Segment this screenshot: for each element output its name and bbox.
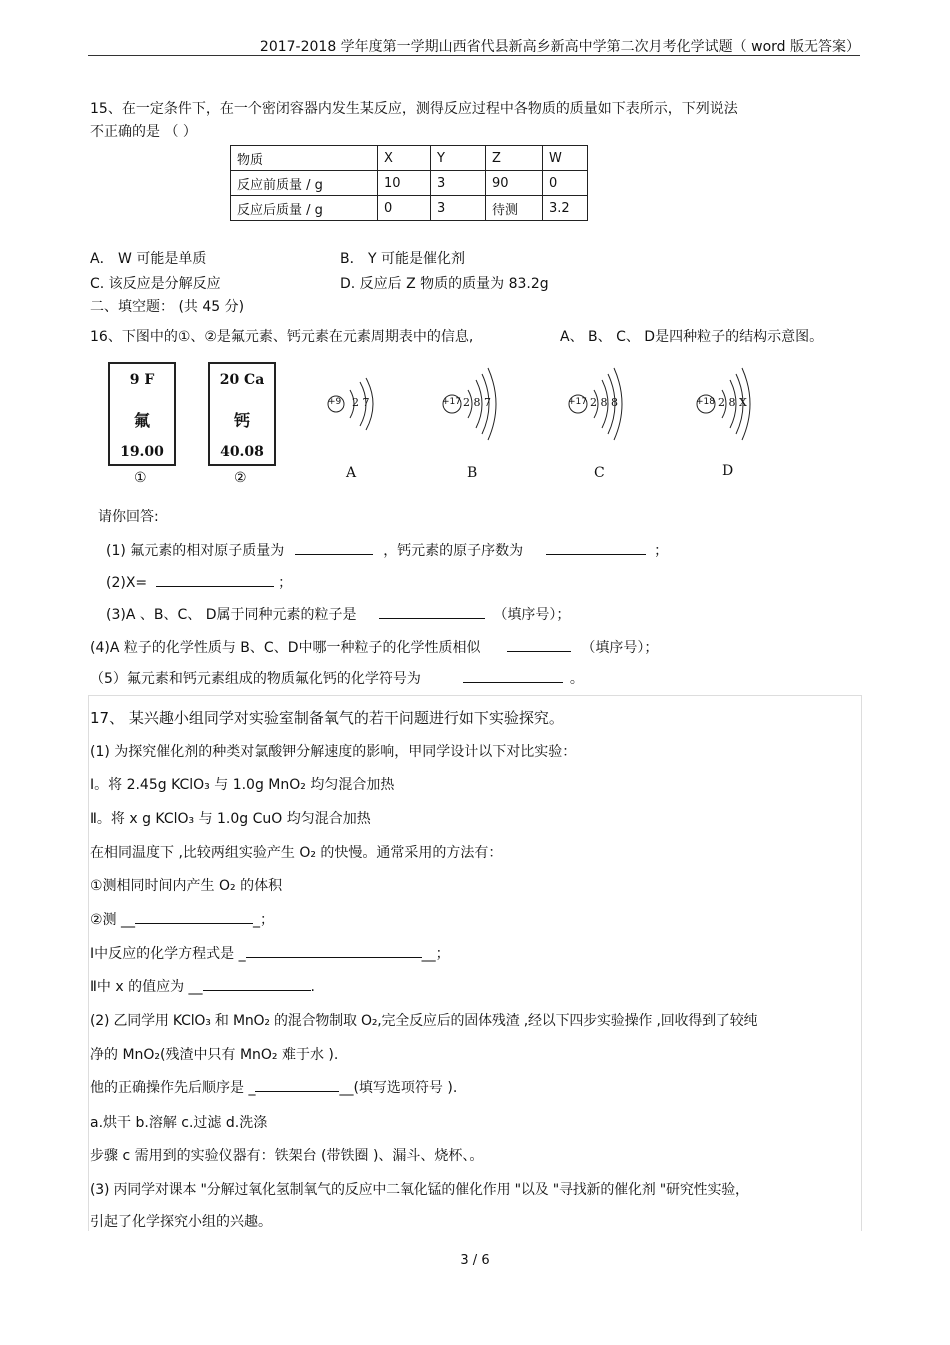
q17-line: 引起了化学探究小组的兴趣。 bbox=[90, 1214, 272, 1230]
q17-line: ①测相同时间内产生 O₂ 的体积 bbox=[90, 878, 283, 894]
q17-line-end: __； bbox=[421, 946, 450, 962]
table-cell: 3.2 bbox=[543, 196, 588, 221]
answer-blank[interactable] bbox=[463, 668, 563, 683]
element-mass: 40.08 bbox=[220, 444, 264, 460]
q17-line: Ⅰ。将 2.45g KClO₃ 与 1.0g MnO₂ 均匀混合加热 bbox=[90, 777, 395, 793]
element-mass: 19.00 bbox=[120, 444, 164, 460]
q16-sub4-text: (4)A 粒子的化学性质与 B、C、D中哪一种粒子的化学性质相似 bbox=[90, 640, 481, 656]
q16-prompt: 请你回答: bbox=[98, 509, 159, 525]
q17-line-6 bbox=[90, 909, 274, 929]
table-cell: 0 bbox=[543, 171, 588, 196]
q16-stem-b: A、 B、 C、 D是四种粒子的结构示意图。 bbox=[560, 329, 824, 345]
particle-electrons: 2 8 X bbox=[718, 396, 747, 409]
particle-nucleus: +9 bbox=[328, 397, 342, 407]
table-cell: X bbox=[378, 146, 431, 171]
table-row bbox=[231, 196, 588, 221]
table-header-row bbox=[231, 146, 588, 171]
answer-blank[interactable] bbox=[246, 943, 422, 958]
answer-blank[interactable] bbox=[135, 909, 253, 924]
particle-diagrams bbox=[310, 360, 850, 490]
q16-sub3-end: （填序号）； bbox=[493, 607, 571, 623]
particle-label: B bbox=[467, 465, 478, 481]
q16-sub3 bbox=[106, 604, 570, 624]
particle-label: C bbox=[594, 465, 605, 481]
table-cell: W bbox=[543, 146, 588, 171]
table-cell: 10 bbox=[378, 171, 431, 196]
particle-label: D bbox=[722, 463, 734, 479]
q16-sub1 bbox=[106, 540, 668, 560]
q17-line-text: ②测 __ bbox=[90, 912, 136, 928]
page-header: 2017-2018 学年度第一学期山西省代县新高乡新高中学第二次月考化学试题（ word 版无答案） bbox=[259, 39, 860, 55]
table-cell: 90 bbox=[486, 171, 543, 196]
q17-line-text: 他的正确操作先后顺序是 _ bbox=[90, 1080, 256, 1096]
element-label: ② bbox=[234, 470, 247, 486]
q17-line: 步骤 c 需用到的实验仪器有：铁架台 (带铁圈 )、漏斗、烧杯、。 bbox=[90, 1148, 484, 1164]
section-title: 二、填空题： (共 45 分) bbox=[90, 299, 245, 315]
table-cell: 反应前质量 / g bbox=[231, 171, 378, 196]
q17-line: 在相同温度下 ,比较两组实验产生 O₂ 的快慢。通常采用的方法有： bbox=[90, 845, 503, 861]
particle-nucleus: +18 bbox=[696, 397, 715, 407]
table-cell: Y bbox=[431, 146, 486, 171]
table-cell: 反应后质量 / g bbox=[231, 196, 378, 221]
table-cell: 3 bbox=[431, 196, 486, 221]
element-number-symbol: 9 F bbox=[129, 372, 155, 388]
answer-blank[interactable] bbox=[546, 540, 646, 555]
q17-title: 17、 某兴趣小组同学对实验室制备氧气的若干问题进行如下实验探究。 bbox=[90, 709, 564, 727]
q17-line: 净的 MnO₂(残渣中只有 MnO₂ 难于水 ). bbox=[90, 1047, 339, 1063]
answer-blank[interactable] bbox=[255, 1077, 339, 1092]
element-card-calcium bbox=[208, 362, 276, 466]
table-cell: Z bbox=[486, 146, 543, 171]
q17-line: Ⅱ。将 x g KClO₃ 与 1.0g CuO 均匀混合加热 bbox=[90, 811, 371, 827]
particle-electrons: 2 8 8 bbox=[590, 396, 618, 409]
q17-line: (1) 为探究催化剂的种类对氯酸钾分解速度的影响，甲同学设计以下对比实验： bbox=[90, 744, 577, 760]
q16-sub2-text: (2)X= bbox=[106, 575, 148, 591]
q15-option-b: B． Y 可能是催化剂 bbox=[340, 251, 466, 267]
q15-option-d: D. 反应后 Z 物质的质量为 83.2g bbox=[340, 276, 549, 292]
q16-sub2-end: ； bbox=[278, 575, 293, 591]
particle-nucleus: +17 bbox=[568, 397, 587, 407]
q16-sub2 bbox=[106, 572, 292, 592]
q17-line-text: Ⅰ中反应的化学方程式是 _ bbox=[90, 946, 246, 962]
table-cell: 3 bbox=[431, 171, 486, 196]
q15-stem-line2: 不正确的是 （ ） bbox=[90, 124, 197, 140]
particle-electrons: 2 8 7 bbox=[463, 396, 491, 409]
q17-line: (2) 乙同学用 KClO₃ 和 MnO₂ 的混合物制取 O₂,完全反应后的固体残渣 ,经以下四步实验操作 ,回收得到了较纯 bbox=[90, 1013, 758, 1029]
q17-line-end: __(填写选项符号 ). bbox=[339, 1080, 458, 1096]
q16-sub1-text-b: ，钙元素的原子序数为 bbox=[383, 543, 524, 559]
particle-nucleus: +17 bbox=[442, 397, 461, 407]
q16-sub4 bbox=[90, 637, 658, 657]
q16-sub1-text-a: (1) 氟元素的相对原子质量为 bbox=[106, 543, 285, 559]
header-rule bbox=[88, 55, 860, 56]
page-number: 3 / 6 bbox=[460, 1253, 490, 1268]
table-cell: 待测 bbox=[486, 196, 543, 221]
q15-option-c: C. 该反应是分解反应 bbox=[90, 276, 221, 292]
particle-electrons: 2 7 bbox=[352, 396, 370, 409]
q17-line-text: Ⅱ中 x 的值应为 __ bbox=[90, 979, 203, 995]
q17-line: (3) 丙同学对课本 "分解过氧化氢制氧气的反应中二氧化锰的催化作用 "以及 "寻找新的催化剂 "研究性实验， bbox=[90, 1182, 749, 1198]
q15-option-a: A． W 可能是单质 bbox=[90, 251, 207, 267]
q16-sub3-text: (3)A 、B、C、 D属于同种元素的粒子是 bbox=[106, 607, 357, 623]
table-cell: 物质 bbox=[231, 146, 378, 171]
element-label: ① bbox=[134, 470, 147, 486]
q17-line-end: _； bbox=[253, 912, 275, 928]
table-cell: 0 bbox=[378, 196, 431, 221]
q15-stem-line1: 15、在一定条件下，在一个密闭容器内发生某反应，测得反应过程中各物质的质量如下表所示，下列说法 bbox=[90, 101, 738, 117]
element-name: 钙 bbox=[233, 411, 250, 430]
answer-blank[interactable] bbox=[156, 572, 274, 587]
q16-sub4-end: （填序号）； bbox=[581, 640, 659, 656]
table-row bbox=[231, 171, 588, 196]
answer-blank[interactable] bbox=[203, 976, 311, 991]
mass-table bbox=[230, 145, 588, 221]
answer-blank[interactable] bbox=[295, 540, 373, 555]
q16-sub1-text-c: ； bbox=[654, 543, 669, 559]
particle-label: A bbox=[346, 465, 357, 481]
answer-blank[interactable] bbox=[379, 604, 485, 619]
q17-line-11 bbox=[90, 1077, 457, 1097]
q17-line-end: . bbox=[310, 979, 315, 995]
q16-stem: 16、下图中的①、②是氟元素、钙元素在元素周期表中的信息, bbox=[90, 329, 474, 345]
q16-sub5-end: 。 bbox=[569, 671, 584, 687]
q16-sub5 bbox=[90, 668, 584, 688]
q17-line-7 bbox=[90, 943, 450, 963]
element-name: 氟 bbox=[133, 411, 150, 430]
element-card-fluorine bbox=[108, 362, 176, 466]
answer-blank[interactable] bbox=[507, 637, 571, 652]
q17-line-8 bbox=[90, 976, 315, 996]
element-number-symbol: 20 Ca bbox=[219, 372, 265, 388]
q16-sub5-text: （5）氟元素和钙元素组成的物质氟化钙的化学符号为 bbox=[90, 671, 421, 687]
q17-options: a.烘干 b.溶解 c.过滤 d.洗涤 bbox=[90, 1115, 268, 1131]
